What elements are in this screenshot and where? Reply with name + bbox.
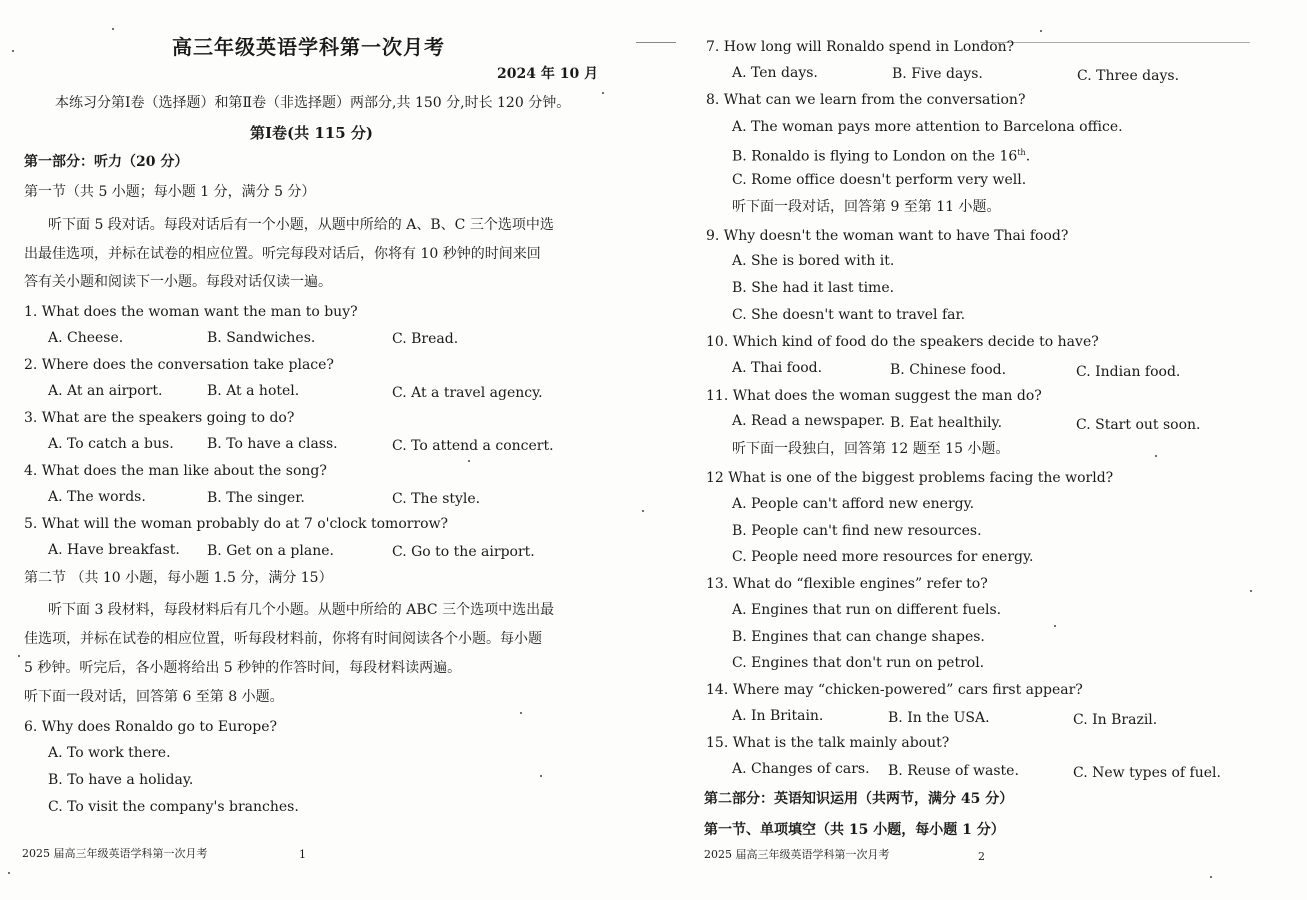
question-4-option-b: B. The singer. (207, 490, 305, 506)
instructions-line: 出最佳选项，并标在试卷的相应位置。听完每段对话后，你将有 10 秒钟的时间来回 (24, 246, 541, 262)
exam-date: 2024 年 10 月 (497, 66, 599, 82)
scan-speck (1250, 590, 1252, 592)
question-11-option-b: B. Eat healthily. (890, 415, 1003, 431)
question-3-option-b: B. To have a class. (207, 436, 338, 452)
scan-speck (520, 712, 522, 714)
page-footer: 2025 届高三年级英语学科第一次月考 (704, 848, 890, 861)
instructions-line: 答有关小题和阅读下一小题。每段对话仅读一遍。 (24, 274, 332, 290)
scan-speck (18, 655, 20, 657)
question-12-option-a: A. People can't afford new energy. (732, 496, 975, 512)
section3-title: 第一节、单项填空（共 15 小题，每小题 1 分） (704, 822, 1005, 838)
question-7-option-a: A. Ten days. (732, 65, 818, 81)
question-13-option-b: B. Engines that can change shapes. (732, 629, 985, 645)
question-14-option-a: A. In Britain. (732, 708, 824, 724)
section2-title: 第二节 （共 10 小题，每小题 1.5 分，满分 15） (24, 570, 333, 586)
question-1-stem: 1. What does the woman want the man to buy? (24, 304, 358, 320)
question-3-stem: 3. What are the speakers going to do? (24, 410, 295, 426)
question-6-option-c: C. To visit the company's branches. (48, 799, 299, 815)
left-page (0, 0, 650, 900)
dialog-instruction: 听下面一段对话，回答第 6 至第 8 小题。 (24, 689, 284, 705)
option-b-end: . (1025, 148, 1031, 165)
instructions-line: 5 秒钟。听完后，各小题将给出 5 秒钟的作答时间，每段材料读两遍。 (24, 660, 462, 676)
question-6-stem: 6. Why does Ronaldo go to Europe? (24, 719, 277, 735)
question-7-option-b: B. Five days. (892, 66, 983, 82)
instructions-line: 佳选项，并标在试卷的相应位置，听每段材料前，你将有时间阅读各个小题。每小题 (24, 631, 542, 647)
question-9-stem: 9. Why doesn't the woman want to have Thai food? (706, 228, 1069, 244)
scan-rule (980, 42, 1250, 43)
question-2-option-b: B. At a hotel. (207, 383, 300, 399)
question-1-option-b: B. Sandwiches. (207, 330, 316, 346)
volume-title: 第Ⅰ卷(共 115 分) (250, 124, 373, 142)
question-7-stem: 7. How long will Ronaldo spend in London? (706, 39, 1015, 55)
ordinal-suffix: th (1017, 148, 1026, 157)
right-page (650, 0, 1307, 900)
question-9-option-b: B. She had it last time. (732, 280, 895, 296)
question-5-option-b: B. Get on a plane. (207, 543, 334, 559)
question-15-stem: 15. What is the talk mainly about? (706, 735, 950, 751)
scan-rule (636, 42, 676, 43)
question-13-stem: 13. What do “flexible engines” refer to? (706, 576, 988, 592)
scan-speck (602, 92, 604, 94)
question-3-option-c: C. To attend a concert. (392, 438, 554, 454)
question-15-option-a: A. Changes of cars. (732, 761, 870, 777)
instructions-line: 听下面 5 段对话。每段对话后有一个小题，从题中所给的 A、B、C 三个选项中选 (48, 217, 554, 233)
question-11-stem: 11. What does the woman suggest the man do? (706, 388, 1042, 404)
question-5-option-a: A. Have breakfast. (48, 542, 180, 558)
question-12-option-b: B. People can't find new resources. (732, 523, 982, 539)
question-12-option-c: C. People need more resources for energy. (732, 549, 1034, 565)
exam-intro: 本练习分第Ⅰ卷（选择题）和第Ⅱ卷（非选择题）两部分,共 150 分,时长 120 分钟。 (55, 95, 571, 111)
scan-speck (1155, 455, 1157, 457)
question-5-stem: 5. What will the woman probably do at 7 o'clock tomorrow? (24, 516, 449, 532)
question-11-option-a: A. Read a newspaper. (732, 413, 886, 429)
question-4-option-a: A. The words. (48, 489, 146, 505)
question-1-option-a: A. Cheese. (48, 330, 124, 346)
question-10-option-c: C. Indian food. (1076, 364, 1181, 380)
scan-speck (112, 28, 114, 30)
section1-title: 第一节（共 5 小题；每小题 1 分，满分 5 分） (24, 184, 316, 200)
question-4-option-c: C. The style. (392, 491, 481, 507)
dialog-instruction: 听下面一段对话，回答第 9 至第 11 小题。 (732, 199, 1001, 215)
scan-speck (540, 775, 542, 777)
question-2-stem: 2. Where does the conversation take place? (24, 357, 334, 373)
question-6-option-b: B. To have a holiday. (48, 772, 194, 788)
question-7-option-c: C. Three days. (1077, 68, 1180, 84)
question-2-option-c: C. At a travel agency. (392, 385, 543, 401)
question-4-stem: 4. What does the man like about the song? (24, 463, 327, 479)
question-2-option-a: A. At an airport. (48, 383, 163, 399)
question-8-stem: 8. What can we learn from the conversation? (706, 92, 1026, 108)
question-14-option-c: C. In Brazil. (1073, 712, 1158, 728)
question-10-option-b: B. Chinese food. (890, 362, 1007, 378)
scan-speck (642, 510, 644, 512)
option-b-text: B. Ronaldo is flying to London on the 16 (732, 148, 1018, 165)
question-13-option-c: C. Engines that don't run on petrol. (732, 655, 985, 671)
scan-speck (468, 460, 470, 462)
question-13-option-a: A. Engines that run on different fuels. (732, 602, 1002, 618)
instructions-line: 听下面 3 段材料，每段材料后有几个小题。从题中所给的 ABC 三个选项中选出最 (48, 602, 555, 618)
question-10-stem: 10. Which kind of food do the speakers decide to have? (706, 334, 1099, 350)
question-3-option-a: A. To catch a bus. (48, 436, 174, 452)
scan-speck (12, 50, 14, 52)
question-5-option-c: C. Go to the airport. (392, 544, 535, 560)
exam-title: 高三年级英语学科第一次月考 (172, 35, 445, 59)
question-8-option-c: C. Rome office doesn't perform very well. (732, 172, 1027, 188)
scan-speck (8, 872, 10, 874)
question-14-stem: 14. Where may “chicken-powered” cars first appear? (706, 682, 1083, 698)
question-1-option-c: C. Bread. (392, 331, 459, 347)
question-15-option-b: B. Reuse of waste. (888, 763, 1019, 779)
question-10-option-a: A. Thai food. (732, 360, 823, 376)
monologue-instruction: 听下面一段独白，回答第 12 题至 15 小题。 (732, 441, 1010, 457)
question-9-option-a: A. She is bored with it. (732, 253, 895, 269)
question-9-option-c: C. She doesn't want to travel far. (732, 307, 966, 323)
page-number: 1 (299, 848, 306, 861)
question-6-option-a: A. To work there. (48, 745, 171, 761)
page-number: 2 (978, 850, 985, 863)
scan-speck (1210, 876, 1212, 878)
question-14-option-b: B. In the USA. (888, 710, 990, 726)
question-15-option-c: C. New types of fuel. (1073, 765, 1221, 781)
part1-title: 第一部分：听力（20 分） (24, 154, 189, 170)
question-8-option-b (732, 144, 1030, 166)
question-12-stem: 12 What is one of the biggest problems facing the world? (706, 470, 1114, 486)
page-footer: 2025 届高三年级英语学科第一次月考 (22, 847, 208, 860)
question-11-option-c: C. Start out soon. (1076, 417, 1201, 433)
part2-title: 第二部分：英语知识运用（共两节，满分 45 分） (704, 791, 1014, 807)
scan-speck (1040, 30, 1042, 32)
scan-speck (1054, 625, 1056, 627)
question-8-option-a: A. The woman pays more attention to Barcelona office. (732, 119, 1123, 135)
